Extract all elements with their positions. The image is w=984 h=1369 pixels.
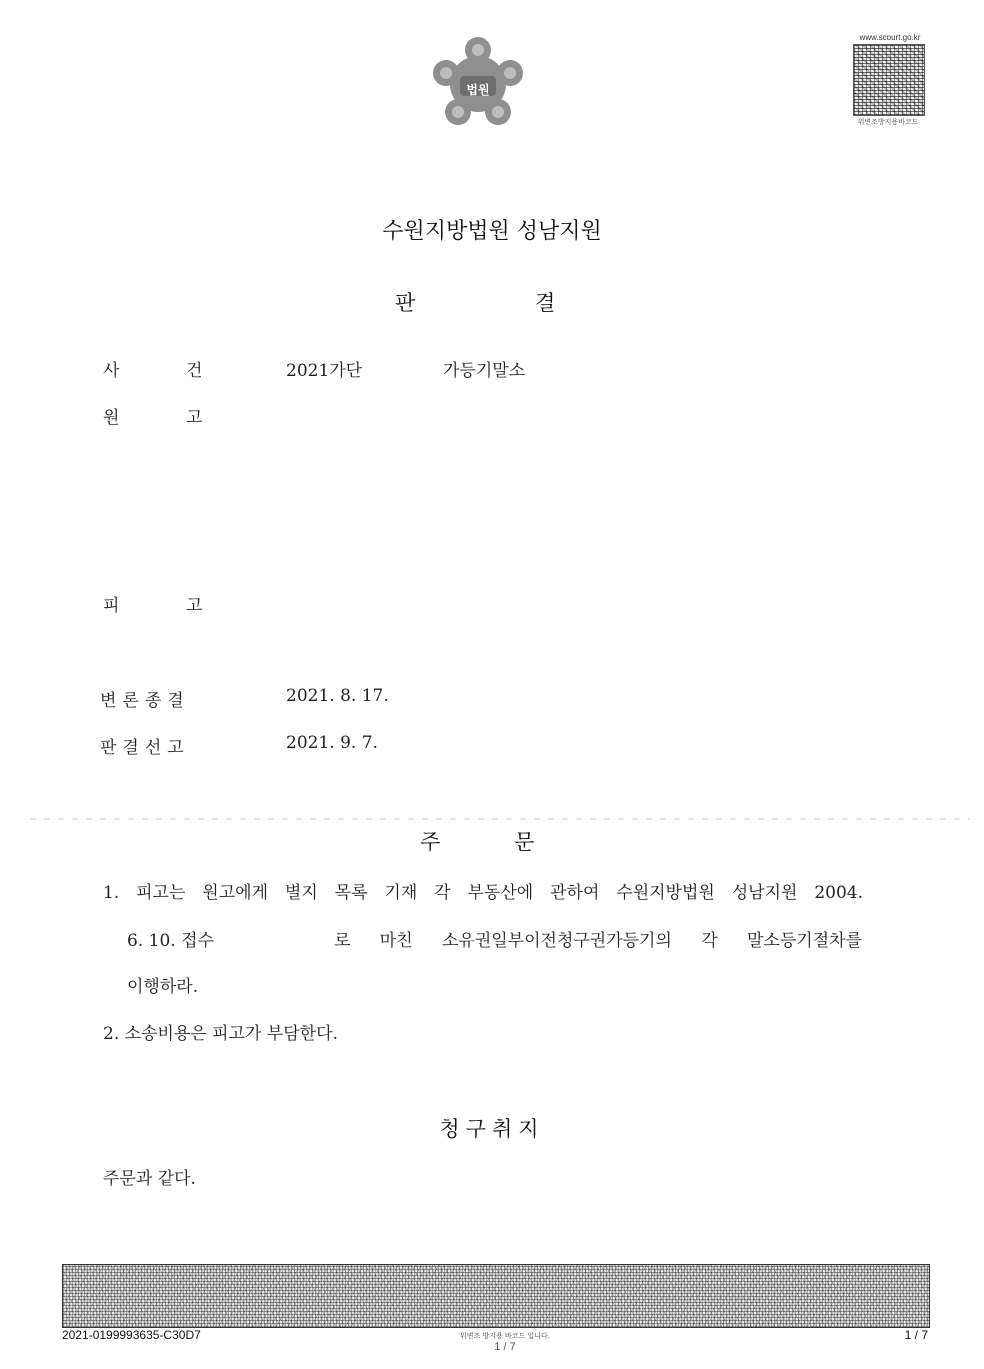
case-label-char-1: 사	[103, 361, 120, 381]
order-heading-char-2: 문	[514, 830, 535, 854]
case-label-char-2: 건	[186, 361, 203, 381]
order-item-1-line-1: 1. 피고는 원고에게 별지 목록 기재 각 부동산에 관하여 수원지방법원 성남지원 2004.	[103, 883, 863, 903]
footer-note: 위변조 방지용 바코드 입니다.	[459, 1332, 551, 1340]
qr-caption: 위변조방지용바코드	[857, 118, 919, 126]
page-number: 1 / 7	[904, 1328, 928, 1342]
qr-code	[853, 44, 925, 116]
case-number: 2021가단	[286, 361, 363, 381]
document-id: 2021-0199993635-C30D7	[62, 1328, 201, 1342]
defendant-label-char-2: 고	[186, 596, 203, 616]
decision-date-label: 판결선고	[100, 738, 190, 758]
security-pattern-band	[62, 1264, 930, 1328]
order-item-1-line-3: 이행하라.	[127, 977, 199, 997]
order-item-1-line-2-end: 로 마친 소유권일부이전청구권가등기의 각 말소등기절차를	[334, 931, 862, 951]
claim-body: 주문과 같다.	[103, 1169, 196, 1189]
order-heading-char-1: 주	[420, 830, 441, 854]
footer-page-center: 1 / 7	[494, 1341, 516, 1353]
court-name: 수원지방법원 성남지원	[382, 219, 602, 244]
order-item-1-line-2-start: 6. 10. 접수	[127, 931, 214, 951]
qr-url: www.scourt.go.kr	[859, 33, 921, 42]
claim-heading: 청구취지	[439, 1117, 545, 1141]
order-item-2: 2. 소송비용은 피고가 부담한다.	[103, 1024, 338, 1044]
plaintiff-label-char-1: 원	[103, 408, 120, 428]
scan-artifact-line	[30, 818, 970, 820]
doc-type-char-1: 판	[395, 291, 416, 315]
case-name: 가등기말소	[443, 361, 526, 381]
doc-type-char-2: 결	[535, 291, 556, 315]
decision-date: 2021. 9. 7.	[286, 733, 378, 753]
defendant-label-char-1: 피	[103, 596, 120, 616]
closing-date: 2021. 8. 17.	[286, 686, 389, 706]
closing-date-label: 변론종결	[100, 691, 190, 711]
emblem-label: 법원	[466, 83, 490, 97]
plaintiff-label-char-2: 고	[186, 408, 203, 428]
